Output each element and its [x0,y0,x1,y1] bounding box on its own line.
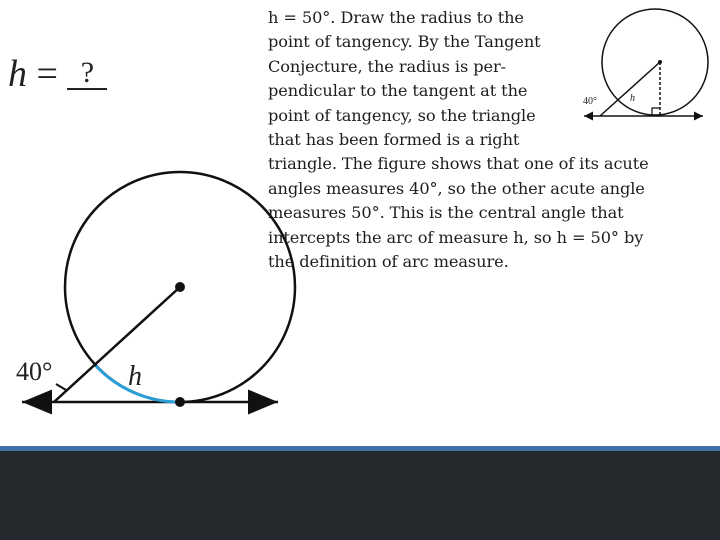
main-angle-label: 40° [16,357,53,386]
solution-line: Conjecture, the radius is per- [268,56,507,76]
solution-line: that has been formed is a right [268,130,520,150]
small-h-label: h [630,93,635,104]
solution-line: intercepts the arc of measure h, so h = 50° by [268,227,644,247]
footer-band [0,451,720,540]
question-variable: h [8,53,27,95]
solution-line: the definition of arc measure. [268,252,509,272]
solution-line: pendicular to the tangent at the [268,81,528,101]
solution-line: h = 50°. Draw the radius to the [268,8,524,27]
solution-line: measures 50°. This is the central angle that [268,203,624,223]
solution-line: point of tangency, so the triangle [268,105,536,125]
main-arc-label: h [128,361,142,392]
solution-line: angles measures 40°, so the other acute angle [268,178,645,198]
solution-line: triangle. The figure shows that one of its acute [268,154,649,174]
small-angle-label: 40° [583,96,597,107]
solution-line: point of tangency. By the Tangent [268,32,541,52]
answer-blank: ? [67,58,107,90]
small-center-point [658,60,662,64]
question-equals: = [36,53,58,95]
